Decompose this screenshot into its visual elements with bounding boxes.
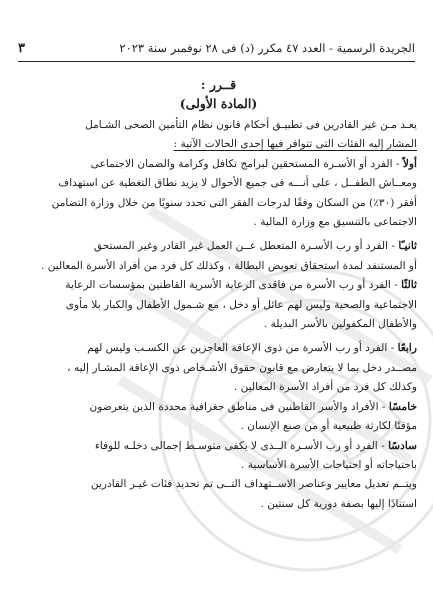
item-2-line-2: أو المستنفد لمدة استحقاق تعويض البطالة ، وكذلك كل فرد من أفراد الأسرة المعالين . <box>40 259 417 272</box>
item-3-ordinal: ثالثًا <box>401 279 417 292</box>
intro-line-1: يعـد مـن غير القادرين فى تطبيـق أحكام قانون نظام التأمين الصحى الشـامل <box>85 119 417 131</box>
item-1-line-3: أفقر (٣٠٪) من السكان وفقًا لدرجات الفقر التى تحدد سنويًا من خلال وزارة التضامن <box>51 196 417 209</box>
closing-line-2: استنادًا إليها بصفة دورية كل سنتين . <box>260 497 417 510</box>
item-3-line-1: ثالثًا - الفرد أو رب الأسرة من فاقدى الرعاية الأسرية القاطنين بمؤسسات الرعاية <box>65 279 417 292</box>
item-4-line-3: وكذلك كل فرد من أفراد الأسرة المعالين . <box>233 381 417 394</box>
closing-line-1: ويتــم تعديل معايير وعناصر الاســتهداف التــى تم تحديد فئات غيـر القادرين <box>90 478 417 491</box>
item-2-ordinal: ثانيـًا <box>398 240 417 253</box>
item-4-line-2: مصــدر دخل بما لا يتعارض مع قانون حقوق الأشـخاص ذوى الإعاقة المشـار إليه ، <box>67 361 417 374</box>
item-6-line-1: سادسًا - الفرد أو رب الأسـرة الــذى لا يكفى متوسـط إجمالى دخلـه للوفاء <box>94 439 417 452</box>
item-4-ordinal: رابعًا <box>397 342 417 355</box>
item-6-ordinal: سادسًا <box>388 439 417 452</box>
item-1-line-1: أولاً - الفرد أو الأسـرة المستحقين لبرامج تكافل وكرامة والضمان الاجتماعى <box>90 157 417 170</box>
gazette-publication-info: الجريدة الرسمية - العدد ٤٧ مكرر (د) فى ٢٨ نوفمبر سنة ٢٠٢٣ <box>119 41 415 55</box>
article-title: (المادة الأولى) <box>179 96 258 111</box>
decree-body <box>20 76 417 514</box>
item-4-line-1: رابعًا - الفرد أو رب الأسرة من ذوى الإعاقة العاجزين عن الكسـب وليس لهم <box>87 342 417 355</box>
item-1-ordinal: أولاً <box>402 157 417 170</box>
decree-title: قــرر : <box>200 77 237 92</box>
intro-line-2: المشار إليه الفئات التى تتوافر فيها إحدى الحالات الآتية : <box>173 138 417 151</box>
item-5-line-1: خامسًا - الأفراد والأسر القاطنين فى مناطق جغرافية محددة الذين يتعرضون <box>89 400 417 413</box>
item-2-line-1: ثانيـًا - الفرد أو رب الأسـرة المتعطل عــن العمل غير القادر وغير المستحق <box>93 240 417 253</box>
page-header <box>18 38 415 58</box>
header-divider <box>18 61 415 62</box>
item-1-line-4: الاجتماعى بالتنسيق مع وزارة المالية . <box>253 216 417 229</box>
item-1-line-2: ومعــاش الطفــل ، على أنـــه فى جميع الأحوال لا يزيد نطاق التغطية عن استهداف <box>58 177 417 190</box>
item-3-line-3: والأطفال المكفولين بالأسر البديلة . <box>263 318 417 331</box>
item-5-ordinal: خامسًا <box>388 400 417 413</box>
item-3-line-2: الاجتماعية والصحية وليس لهم عائل أو دخل ، مع شـمول الأطفال والكبار بلا مأوى <box>65 298 417 311</box>
page-number: ٣ <box>18 40 25 56</box>
item-6-line-2: باحتياجاته أو احتياجات الأسرة الأساسية . <box>241 458 417 471</box>
item-5-line-2: مؤقتًا لكارثة طبيعية أو من صنع الإنسان . <box>240 420 417 433</box>
